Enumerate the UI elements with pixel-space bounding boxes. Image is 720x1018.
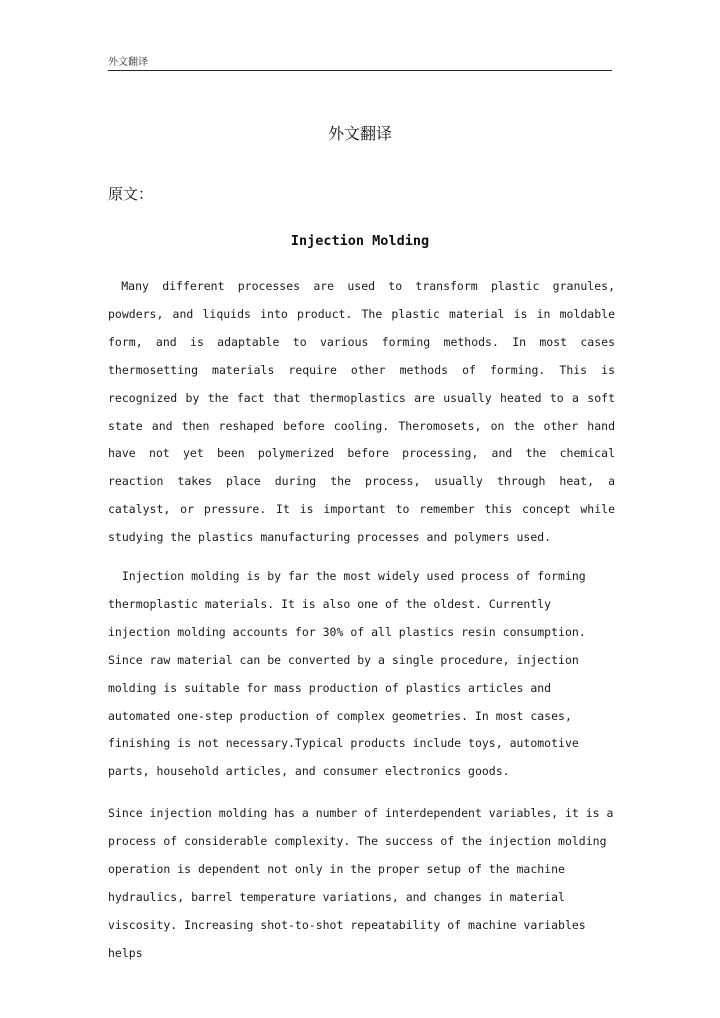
body-paragraph-1: Many different processes are used to transform plastic granules, powders, and liquids into product. The plastic material is in moldable form, and is adaptable to various forming methods. In most cases thermosetting materials require other methods of forming. This is recognized by the fact that thermoplastics are usually heated to a soft state and then reshaped before cooling. Theromosets, on the other hand have not yet been polymerized before processing, and the chemical reaction takes place during the process, usually through heat, a catalyst, or pressure. It is important to remember this concept while studying the plastics manufacturing processes and polymers used. (108, 279, 615, 545)
running-header: 外文翻译 (108, 57, 148, 68)
article-title: Injection Molding (290, 233, 430, 249)
body-paragraph-2: Injection molding is by far the most widely used process of forming thermoplastic materials. It is also one of the oldest. Currently injection molding accounts for 30% of all plastics resin consumption. Since raw material can be converted by a single procedure, injection molding is suitable for mass production of plastics articles and automated one-step production of complex geometries. In most cases, finishing is not necessary.Typical products include toys, automotive parts, household articles, and consumer electronics goods. (108, 569, 586, 779)
body-paragraph-3: Since injection molding has a number of interdependent variables, it is a process of considerable complexity. The success of the injection molding operation is dependent not only in the proper setup of the machine hydraulics, barrel temperature variations, and changes in material viscosity. Increasing shot-to-shot repeatability of machine variables helps (108, 806, 614, 960)
header-divider (108, 70, 612, 71)
page-title: 外文翻译 (327, 124, 392, 143)
section-label-original: 原文： (108, 185, 154, 203)
